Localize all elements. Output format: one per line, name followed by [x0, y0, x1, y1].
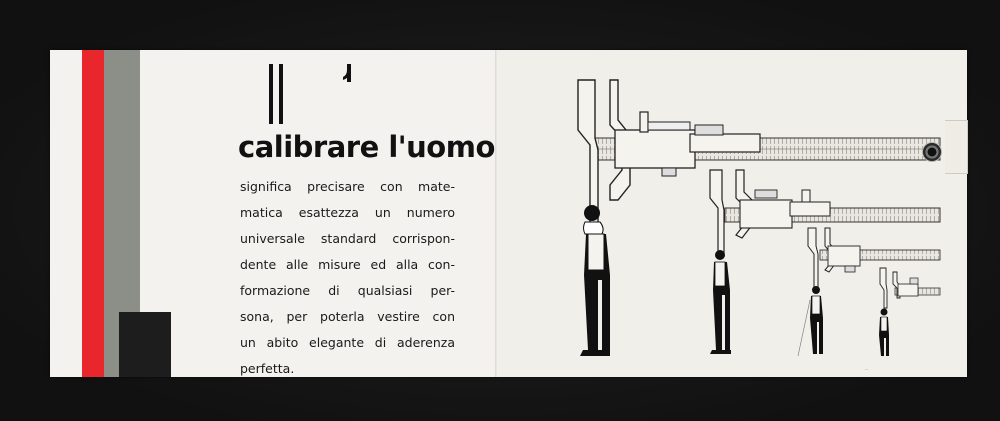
caliper-small-icon: [808, 228, 940, 288]
caliper-illustration: [50, 50, 967, 377]
man-figure-small-icon: [798, 286, 823, 356]
body-line: universale standard corrispon-: [240, 231, 455, 246]
pull-tab[interactable]: [945, 120, 968, 174]
caliper-tiny-icon: [880, 268, 940, 308]
printer-credit: ...: [865, 367, 869, 371]
page-title: calibrare l'uomo: [238, 130, 495, 164]
body-line: matica esattezza un numero: [240, 205, 455, 220]
rivet-icon: [922, 142, 942, 162]
body-line: perfetta.: [240, 361, 295, 376]
body-line: un abito elegante di aderenza: [240, 335, 455, 350]
man-figure-medium-icon: [710, 250, 731, 354]
body-line: formazione di qualsiasi per-: [240, 283, 455, 298]
body-line: sona, per poterla vestire con: [240, 309, 455, 324]
man-figure-large-icon: [580, 205, 610, 356]
body-line: dente alle misure ed alla con-: [240, 257, 455, 272]
body-line: significa precisare con mate-: [240, 179, 455, 194]
man-figure-tiny-icon: [879, 309, 889, 357]
brochure-card: [50, 50, 967, 377]
